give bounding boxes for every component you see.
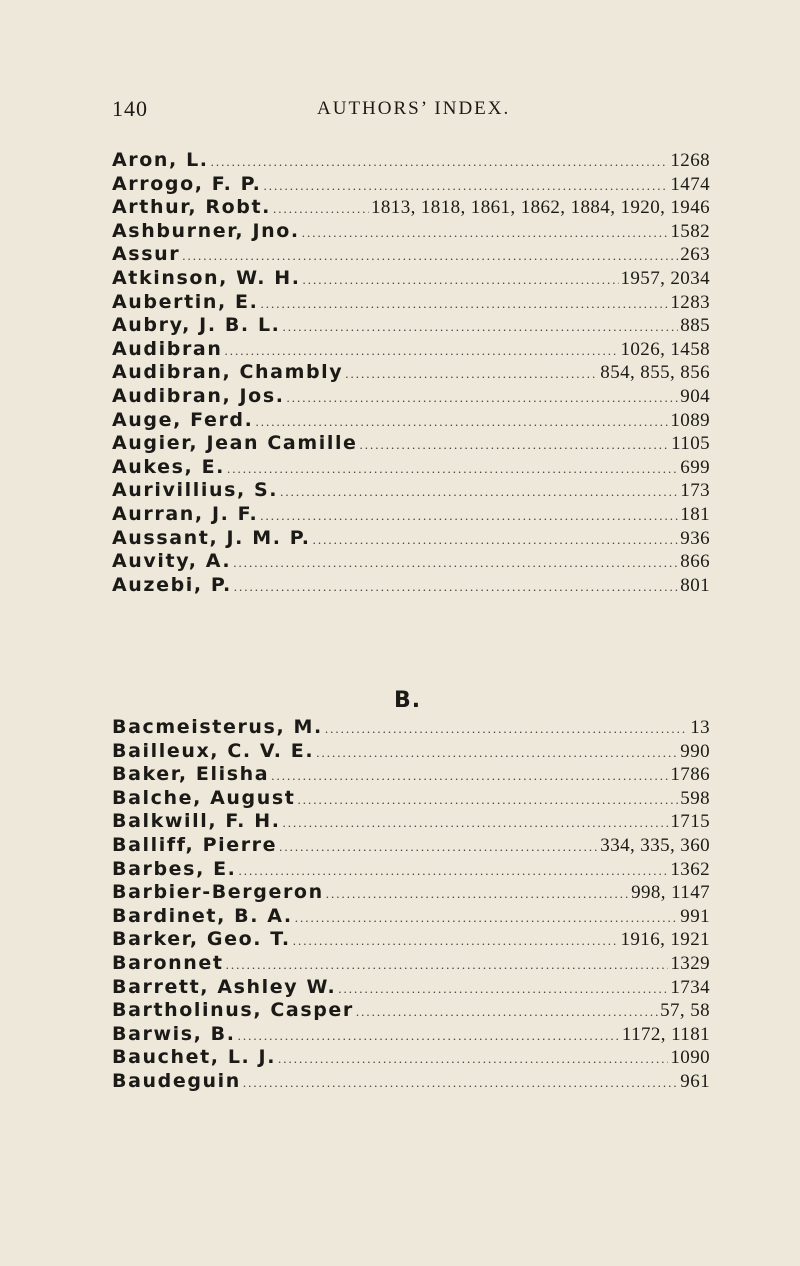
dot-leader — [283, 815, 669, 831]
entry-page-numbers: 991 — [680, 905, 710, 927]
entry-page-numbers: 1813, 1818, 1861, 1862, 1884, 1920, 1946 — [371, 197, 710, 219]
dot-leader — [233, 555, 678, 571]
entry-page-numbers: 801 — [680, 574, 710, 596]
entry-author-name: Bardinet, B. A. — [112, 904, 293, 927]
dot-leader — [234, 579, 679, 595]
index-entry — [112, 479, 710, 503]
entry-author-name: Bacmeisterus, M. — [112, 716, 323, 738]
dot-leader — [227, 461, 678, 477]
entry-page-numbers: 854, 855, 856 — [600, 362, 710, 384]
entry-author-name: Aurivillius, S. — [112, 479, 279, 502]
index-entry — [112, 456, 710, 480]
entry-author-name: Aubertin, E. — [112, 290, 259, 313]
entry-page-numbers: 1089 — [670, 409, 710, 431]
running-head: AUTHORS’ INDEX. — [317, 98, 511, 119]
entry-author-name: Audibran — [112, 337, 223, 360]
entry-author-name: Balche, August — [112, 786, 296, 809]
entry-author-name: Arthur, Robt. — [112, 196, 272, 219]
entry-author-name: Bailleux, C. V. E. — [112, 739, 315, 762]
dot-leader — [345, 366, 598, 382]
index-entry — [112, 574, 710, 598]
index-entry — [112, 527, 710, 551]
index-section-b — [112, 716, 710, 1094]
dot-leader — [263, 178, 668, 194]
entry-author-name: Barrett, Ashley W. — [112, 975, 337, 998]
entry-page-numbers: 1090 — [670, 1047, 710, 1069]
entry-page-numbers: 1268 — [670, 150, 710, 171]
entry-page-numbers: 1026, 1458 — [620, 338, 710, 360]
dot-leader — [325, 721, 688, 737]
index-entry — [112, 385, 710, 409]
entry-author-name: Balkwill, F. H. — [112, 810, 281, 833]
entry-author-name: Barwis, B. — [112, 1022, 236, 1045]
entry-page-numbers: 936 — [680, 527, 710, 549]
index-entry — [112, 149, 710, 173]
entry-author-name: Assur — [112, 243, 181, 266]
dot-leader — [316, 745, 678, 761]
entry-page-numbers: 1734 — [670, 976, 710, 998]
entry-author-name: Aron, L. — [112, 149, 209, 171]
section-letter-b: B. — [394, 688, 422, 713]
index-entry — [112, 834, 710, 858]
entry-page-numbers: 1474 — [670, 173, 710, 195]
entry-author-name: Bauchet, L. J. — [112, 1046, 277, 1069]
entry-page-numbers: 1283 — [670, 291, 710, 313]
entry-page-numbers: 904 — [680, 385, 710, 407]
entry-page-numbers: 885 — [680, 315, 710, 337]
dot-leader — [295, 910, 679, 926]
dot-leader — [302, 225, 669, 241]
entry-page-numbers: 173 — [680, 480, 710, 502]
entry-page-numbers: 998, 1147 — [631, 882, 710, 904]
dot-leader — [313, 532, 679, 548]
index-entry — [112, 291, 710, 315]
entry-page-numbers: 1715 — [670, 811, 710, 833]
index-entry — [112, 361, 710, 385]
index-entry — [112, 1070, 710, 1094]
index-entry — [112, 409, 710, 433]
index-entry — [112, 550, 710, 574]
index-entry — [112, 928, 710, 952]
index-entry — [112, 976, 710, 1000]
dot-leader — [293, 933, 619, 949]
entry-page-numbers: 1916, 1921 — [620, 929, 710, 951]
entry-page-numbers: 334, 335, 360 — [600, 834, 710, 856]
entry-author-name: Bartholinus, Casper — [112, 999, 354, 1022]
entry-page-numbers: 57, 58 — [660, 1000, 710, 1022]
dot-leader — [273, 201, 369, 217]
dot-leader — [283, 319, 679, 335]
entry-page-numbers: 1329 — [670, 952, 710, 974]
index-entry — [112, 503, 710, 527]
dot-leader — [278, 1051, 668, 1067]
index-section-a — [112, 149, 710, 597]
entry-author-name: Barker, Geo. T. — [112, 928, 291, 951]
dot-leader — [260, 296, 668, 312]
entry-page-numbers: 1105 — [671, 433, 710, 455]
dot-leader — [224, 343, 618, 359]
index-entry — [112, 905, 710, 929]
dot-leader — [287, 390, 679, 406]
dot-leader — [360, 437, 670, 453]
index-entry — [112, 952, 710, 976]
page-number: 140 — [112, 96, 148, 121]
entry-page-numbers: 1957, 2034 — [620, 267, 710, 289]
index-entry — [112, 787, 710, 811]
entry-author-name: Baudeguin — [112, 1069, 241, 1092]
index-entry — [112, 858, 710, 882]
entry-page-numbers: 1786 — [670, 764, 710, 786]
entry-page-numbers: 1582 — [670, 220, 710, 242]
entry-page-numbers: 1362 — [670, 858, 710, 880]
entry-author-name: Barbes, E. — [112, 857, 237, 880]
dot-leader — [338, 981, 668, 997]
index-entry — [112, 740, 710, 764]
entry-author-name: Arrogo, F. P. — [112, 172, 262, 195]
dot-leader — [297, 792, 678, 808]
entry-author-name: Audibran, Jos. — [112, 384, 285, 407]
index-entry — [112, 432, 710, 456]
index-entry — [112, 243, 710, 267]
page-header — [112, 96, 712, 124]
index-entry — [112, 173, 710, 197]
dot-leader — [303, 272, 619, 288]
dot-leader — [238, 1028, 620, 1044]
entry-author-name: Auge, Ferd. — [112, 408, 254, 431]
index-entry — [112, 1023, 710, 1047]
entry-author-name: Balliff, Pierre — [112, 833, 278, 856]
dot-leader — [226, 957, 669, 973]
index-entry — [112, 763, 710, 787]
entry-page-numbers: 598 — [680, 787, 710, 809]
entry-author-name: Atkinson, W. H. — [112, 266, 301, 289]
entry-author-name: Auzebi, P. — [112, 573, 232, 596]
entry-author-name: Auvity, A. — [112, 550, 232, 573]
entry-page-numbers: 990 — [680, 740, 710, 762]
entry-author-name: Ashburner, Jno. — [112, 219, 300, 242]
entry-page-numbers: 263 — [680, 244, 710, 266]
dot-leader — [280, 484, 678, 500]
entry-author-name: Baronnet — [112, 951, 224, 974]
index-entry — [112, 220, 710, 244]
entry-author-name: Aussant, J. M. P. — [112, 526, 311, 549]
index-entry — [112, 810, 710, 834]
entry-page-numbers: 13 — [690, 717, 710, 738]
dot-leader — [356, 1004, 658, 1020]
dot-leader — [271, 768, 668, 784]
entry-page-numbers: 699 — [680, 456, 710, 478]
dot-leader — [255, 414, 668, 430]
entry-page-numbers: 181 — [680, 503, 710, 525]
dot-leader — [260, 508, 678, 524]
dot-leader — [182, 248, 678, 264]
entry-author-name: Aubry, J. B. L. — [112, 314, 281, 337]
dot-leader — [243, 1075, 678, 1091]
index-entry — [112, 716, 710, 740]
entry-author-name: Audibran, Chambly — [112, 361, 344, 384]
index-entry — [112, 999, 710, 1023]
entry-author-name: Aukes, E. — [112, 455, 225, 478]
entry-page-numbers: 961 — [680, 1070, 710, 1092]
index-entry — [112, 338, 710, 362]
entry-author-name: Baker, Elisha — [112, 763, 270, 786]
index-entry — [112, 881, 710, 905]
dot-leader — [279, 839, 598, 855]
index-entry — [112, 196, 710, 220]
entry-author-name: Augier, Jean Camille — [112, 432, 358, 455]
dot-leader — [326, 886, 629, 902]
entry-author-name: Aurran, J. F. — [112, 502, 259, 525]
dot-leader — [239, 863, 669, 879]
dot-leader — [211, 154, 669, 170]
index-entry — [112, 314, 710, 338]
entry-author-name: Barbier-Bergeron — [112, 881, 324, 904]
index-entry — [112, 1046, 710, 1070]
entry-page-numbers: 1172, 1181 — [621, 1023, 710, 1045]
entry-page-numbers: 866 — [680, 551, 710, 573]
index-entry — [112, 267, 710, 291]
